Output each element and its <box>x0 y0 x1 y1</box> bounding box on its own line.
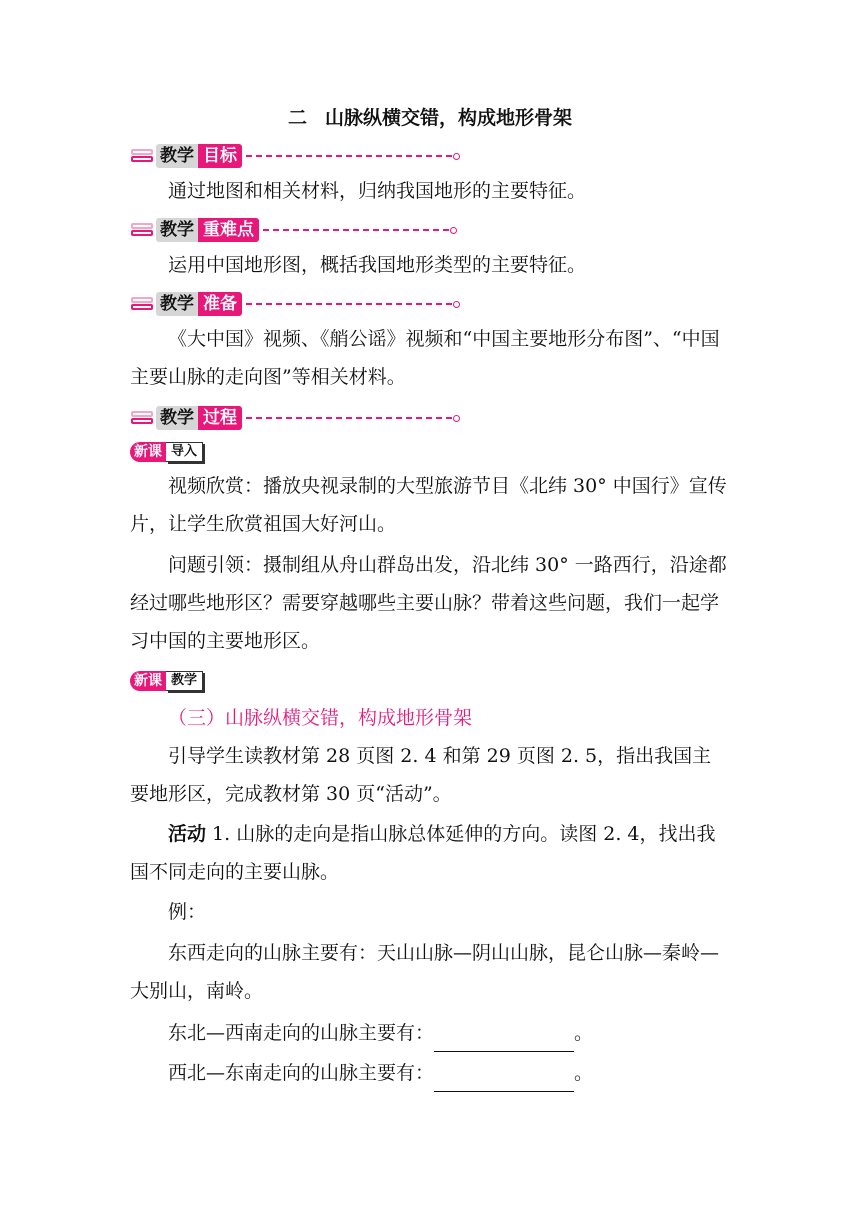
nw-se-label: 西北—东南走向的山脉主要有： <box>168 1062 435 1084</box>
divider-end-dot <box>453 415 460 422</box>
ne-sw-line <box>130 1014 730 1052</box>
section-label-accent: 目标 <box>198 144 242 168</box>
tag-label-main: 新课 <box>130 671 166 691</box>
divider-end-dot <box>453 153 460 160</box>
goal-text: 通过地图和相关材料，归纳我国地形的主要特征。 <box>168 180 587 202</box>
activity-body: 1. 山脉的走向是指山脉总体延伸的方向。读图 2. 4，找出我国不同走向的主要山脉。 <box>130 823 716 883</box>
dashed-divider <box>263 229 449 231</box>
question-text: 问题引领：摄制组从舟山群岛出发，沿北纬 30° 一路西行，沿途都经过哪些地形区？需要穿越哪些主要山脉？带着这些问题，我们一起学习中国的主要地形区。 <box>130 554 727 652</box>
section-label-main: 教学 <box>156 292 198 316</box>
section-header-prep <box>130 292 460 316</box>
activity-label: 活动 <box>168 823 207 845</box>
key-text: 运用中国地形图，概括我国地形类型的主要特征。 <box>168 254 587 276</box>
tag-label-sub: 教学 <box>166 671 203 691</box>
dashed-divider <box>246 303 452 305</box>
section-header-key <box>130 218 457 242</box>
nw-se-answer-blank[interactable] <box>434 1071 574 1092</box>
guide-text: 引导学生读教材第 28 页图 2. 4 和第 29 页图 2. 5，指出我国主要地形区，完成教材第 30 页“活动”。 <box>130 745 712 805</box>
book-icon <box>130 294 154 314</box>
nw-se-end: 。 <box>574 1062 594 1084</box>
section-label-main: 教学 <box>156 144 198 168</box>
page-title <box>0 103 860 130</box>
section-label-main: 教学 <box>156 406 198 430</box>
divider-end-dot <box>450 227 457 234</box>
section-label-accent: 重难点 <box>198 218 259 242</box>
nw-se-line <box>130 1054 730 1092</box>
book-icon <box>130 220 154 240</box>
tag-label-main: 新课 <box>130 442 166 462</box>
tag-label-sub: 导入 <box>166 442 203 462</box>
book-icon <box>130 408 154 428</box>
dashed-divider <box>246 155 452 157</box>
ne-sw-label: 东北—西南走向的山脉主要有： <box>168 1022 435 1044</box>
section-label-main: 教学 <box>156 218 198 242</box>
section-label-accent: 过程 <box>198 406 242 430</box>
book-icon <box>130 146 154 166</box>
ne-sw-end: 。 <box>574 1022 594 1044</box>
title-text: 山脉纵横交错，构成地形骨架 <box>325 107 573 129</box>
example-label: 例： <box>168 901 207 923</box>
subheading: （三）山脉纵横交错，构成地形骨架 <box>168 707 473 729</box>
divider-end-dot <box>453 301 460 308</box>
prep-text: 《大中国》视频、《艄公谣》视频和“中国主要地形分布图”、“中国主要山脉的走向图”等相关材料。 <box>130 328 720 388</box>
east-west-text: 东西走向的山脉主要有：天山山脉—阴山山脉，昆仑山脉—秦岭—大别山，南岭。 <box>130 942 720 1002</box>
section-header-goal <box>130 144 460 168</box>
video-text: 视频欣赏：播放央视录制的大型旅游节目《北纬 30° 中国行》宣传片，让学生欣赏祖国大好河山。 <box>130 475 727 535</box>
activity-text <box>130 815 730 891</box>
ne-sw-answer-blank[interactable] <box>434 1031 574 1052</box>
section-header-process <box>130 406 460 430</box>
section-label-accent: 准备 <box>198 292 242 316</box>
title-number: 二 <box>287 107 307 129</box>
tag-teach <box>130 670 203 692</box>
dashed-divider <box>246 417 452 419</box>
tag-intro <box>130 441 203 463</box>
